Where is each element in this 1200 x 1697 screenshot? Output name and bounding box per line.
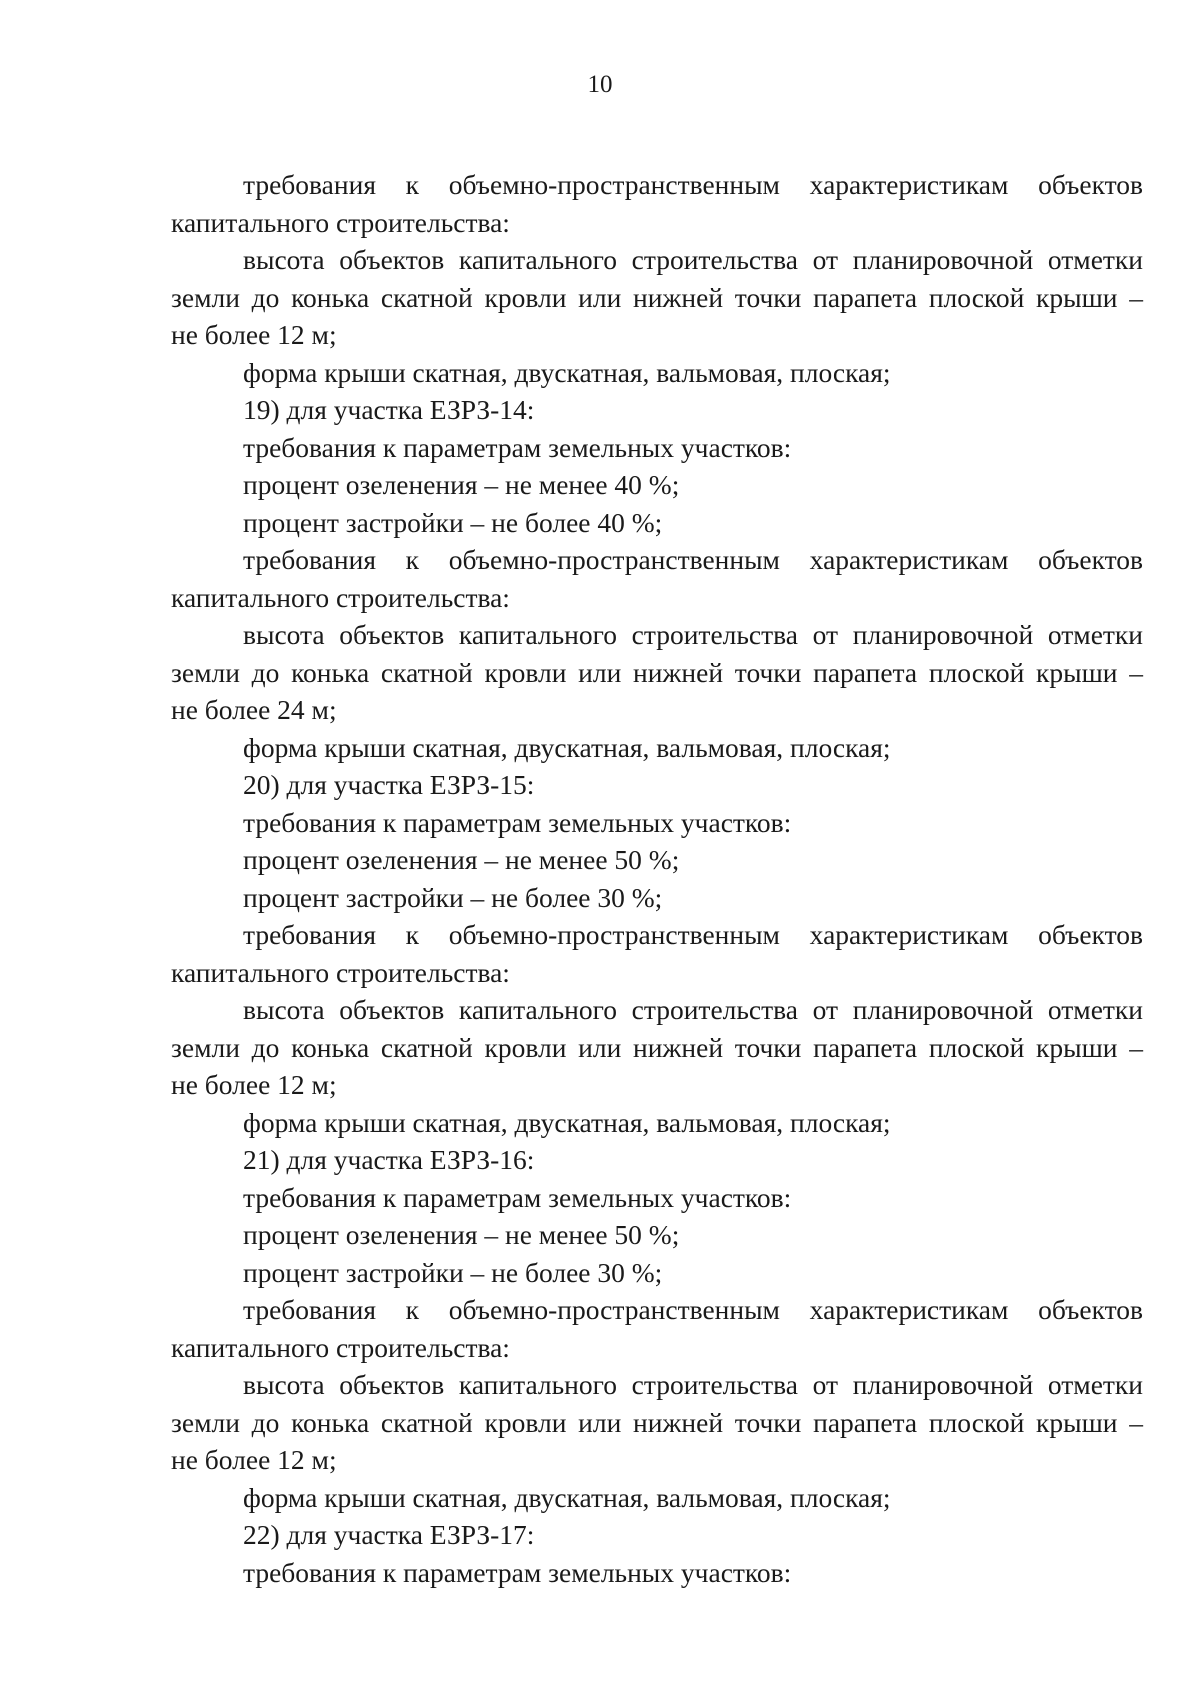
text-line: процент озеленения – не менее 40 %; (243, 469, 680, 500)
document-body (171, 166, 1143, 1591)
text-line: требования к параметрам земельных участков: (243, 806, 792, 838)
text-line: форма крыши скатная, двускатная, вальмовая, плоская; (243, 356, 891, 388)
text-line: земли до конька скатной кровли или нижней точки парапета плоской крыши – (171, 1031, 1143, 1063)
text-line: требования к объемно-пространственным характеристикам объектов (243, 1294, 1143, 1325)
text-line: требования к объемно-пространственным характеристикам объектов (243, 544, 1143, 575)
text-line: высота объектов капитального строительства от планировочной отметки (243, 244, 1143, 275)
text-line: капитального строительства: (171, 1331, 510, 1363)
text-line: не более 12 м; (171, 319, 337, 350)
text-line: не более 24 м; (171, 694, 337, 725)
text-line: форма крыши скатная, двускатная, вальмовая, плоская; (243, 1106, 891, 1138)
text-line: 20) для участка ЕЗРЗ-15: (243, 769, 535, 800)
text-line: 21) для участка ЕЗРЗ-16: (243, 1144, 535, 1175)
text-line: форма крыши скатная, двускатная, вальмовая, плоская; (243, 1481, 891, 1513)
text-line: требования к объемно-пространственным характеристикам объектов (243, 169, 1143, 200)
text-line: требования к параметрам земельных участков: (243, 431, 792, 463)
text-line: требования к параметрам земельных участков: (243, 1556, 792, 1588)
text-line: высота объектов капитального строительства от планировочной отметки (243, 1369, 1143, 1400)
text-line: не более 12 м; (171, 1444, 337, 1475)
text-line: 19) для участка ЕЗРЗ-14: (243, 394, 535, 425)
text-line: высота объектов капитального строительства от планировочной отметки (243, 619, 1143, 650)
text-line: процент озеленения – не менее 50 %; (243, 1219, 680, 1250)
text-line: требования к объемно-пространственным характеристикам объектов (243, 919, 1143, 950)
text-line: земли до конька скатной кровли или нижней точки парапета плоской крыши – (171, 1406, 1143, 1438)
text-line: 22) для участка ЕЗРЗ-17: (243, 1519, 535, 1550)
text-line: процент застройки – не более 30 %; (243, 1256, 663, 1288)
text-line: процент застройки – не более 40 %; (243, 506, 663, 538)
text-line: земли до конька скатной кровли или нижней точки парапета плоской крыши – (171, 281, 1143, 313)
text-line: капитального строительства: (171, 581, 510, 613)
text-line: процент застройки – не более 30 %; (243, 881, 663, 913)
text-line: процент озеленения – не менее 50 %; (243, 844, 680, 875)
text-line: капитального строительства: (171, 956, 510, 988)
page-number: 10 (587, 71, 613, 98)
text-line: требования к параметрам земельных участков: (243, 1181, 792, 1213)
text-line: не более 12 м; (171, 1069, 337, 1100)
text-line: форма крыши скатная, двускатная, вальмовая, плоская; (243, 731, 891, 763)
text-line: земли до конька скатной кровли или нижней точки парапета плоской крыши – (171, 656, 1143, 688)
text-line: капитального строительства: (171, 206, 510, 238)
text-line: высота объектов капитального строительства от планировочной отметки (243, 994, 1143, 1025)
